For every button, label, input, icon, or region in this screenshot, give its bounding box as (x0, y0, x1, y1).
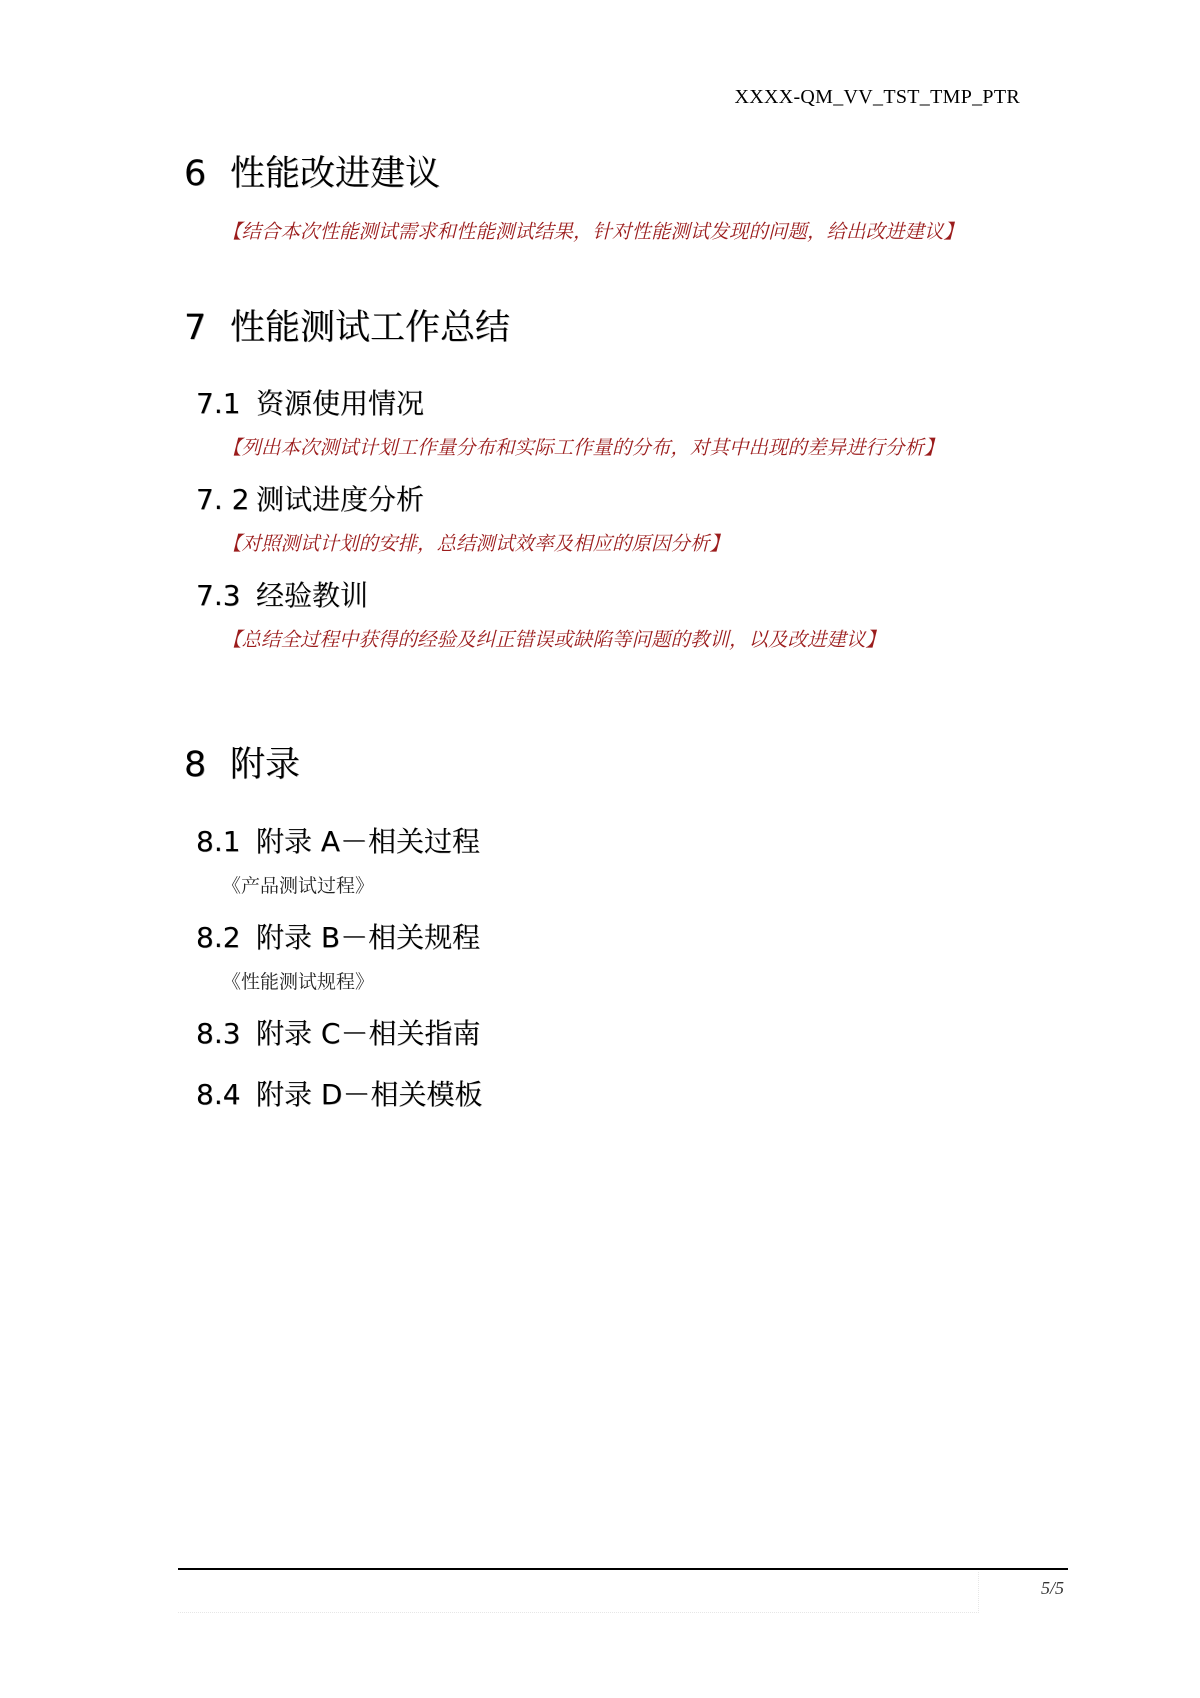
heading-section-7-1 (196, 382, 424, 422)
footer-area (178, 1572, 979, 1613)
subsection-title: 附录 C－相关指南 (256, 1017, 481, 1050)
section-number: 8 (184, 745, 207, 785)
subsection-number: 7.1 (196, 387, 241, 420)
reference-doc-8-1: 《产品测试过程》 (222, 875, 375, 897)
footer-divider (178, 1568, 1068, 1570)
subsection-number: 8.4 (196, 1078, 241, 1111)
subsection-title: 测试进度分析 (256, 483, 425, 516)
heading-section-7-2 (196, 478, 424, 518)
subsection-title: 附录 A－相关过程 (256, 825, 481, 858)
subsection-title: 附录 D－相关模板 (256, 1078, 483, 1111)
document-id-header: XXXX-QM_VV_TST_TMP_PTR (734, 86, 1020, 108)
section-number: 7 (184, 308, 207, 348)
instruction-note-section-6: 【结合本次性能测试需求和性能测试结果，针对性能测试发现的问题，给出改进建议】 (222, 220, 964, 243)
section-title: 性能测试工作总结 (230, 308, 511, 348)
heading-section-8-3 (196, 1012, 480, 1052)
heading-section-6 (184, 146, 440, 196)
heading-section-8 (184, 737, 300, 787)
subsection-title: 经验教训 (256, 579, 369, 612)
heading-section-8-4 (196, 1073, 482, 1113)
heading-section-7 (184, 300, 510, 350)
subsection-title: 附录 B－相关规程 (256, 921, 481, 954)
page-number: 5/5 (1040, 1578, 1064, 1598)
subsection-number: 8.1 (196, 825, 241, 858)
instruction-note-section-7-3: 【总结全过程中获得的经验及纠正错误或缺陷等问题的教训，以及改进建议】 (222, 628, 886, 651)
instruction-note-section-7-2: 【对照测试计划的安排，总结测试效率及相应的原因分析】 (222, 532, 730, 555)
subsection-title: 资源使用情况 (256, 387, 425, 420)
subsection-number: 7. 2 (196, 483, 250, 516)
subsection-number: 7.3 (196, 579, 241, 612)
heading-section-7-3 (196, 574, 368, 614)
heading-section-8-1 (196, 820, 480, 860)
subsection-number: 8.3 (196, 1017, 241, 1050)
heading-section-8-2 (196, 916, 480, 956)
section-number: 6 (184, 154, 207, 194)
instruction-note-section-7-1: 【列出本次测试计划工作量分布和实际工作量的分布，对其中出现的差异进行分析】 (222, 436, 944, 459)
section-title: 性能改进建议 (230, 154, 441, 194)
section-title: 附录 (230, 745, 301, 785)
subsection-number: 8.2 (196, 921, 241, 954)
reference-doc-8-2: 《性能测试规程》 (222, 971, 375, 993)
